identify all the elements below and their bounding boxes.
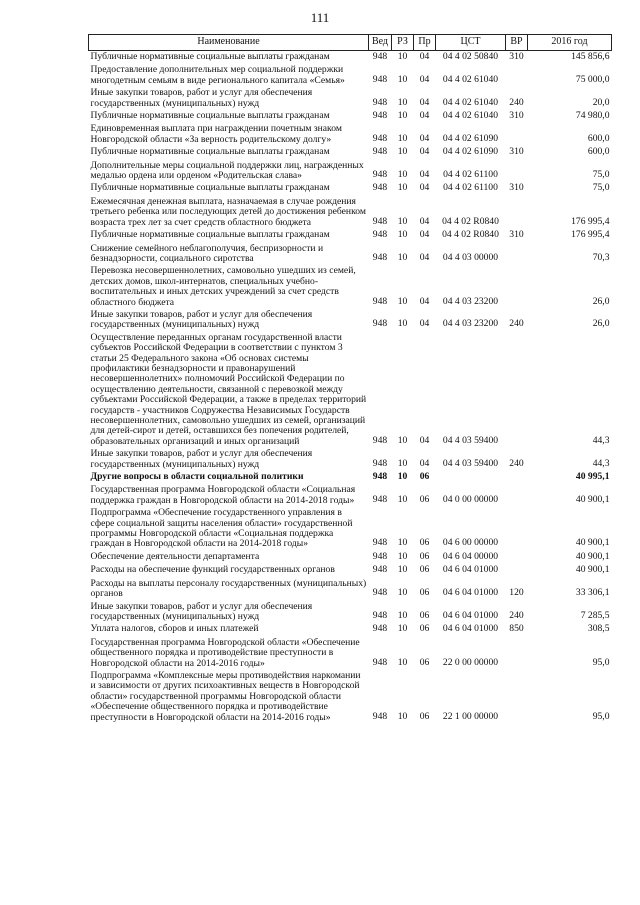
cell-val: 40 900,1 xyxy=(575,564,610,576)
cell-rz: 10 xyxy=(397,295,408,307)
cell-name: Публичные нормативные социальные выплаты гражданам xyxy=(90,182,330,194)
cell-pr: 04 xyxy=(419,169,430,181)
cell-val: 40 900,1 xyxy=(575,493,610,505)
cell-ved: 948 xyxy=(372,656,388,668)
cell-pr: 04 xyxy=(419,182,430,194)
cell-val: 600,0 xyxy=(587,132,610,144)
cell-cst: 04 6 04 01000 xyxy=(442,609,499,621)
cell-vr: 310 xyxy=(509,110,524,122)
cell-name: Другие вопросы в области социальной политики xyxy=(90,471,304,483)
cell-name: Публичные нормативные социальные выплаты гражданам xyxy=(90,229,330,241)
cell-ved: 948 xyxy=(372,229,388,241)
cell-name: Государственная программа Новгородской области «Обеспечение общественного порядка и противодействие преступности в Новгородской области на 2014-2016 годы» xyxy=(90,636,360,669)
cell-vr xyxy=(506,484,528,507)
table-row xyxy=(89,601,612,624)
cell-vr xyxy=(506,160,528,183)
table-header xyxy=(89,35,612,51)
table-row xyxy=(89,332,612,448)
cell-cst: 22 1 00 00000 xyxy=(442,710,499,722)
cell-vr: 310 xyxy=(509,51,524,62)
cell-cst: 04 4 02 61090 xyxy=(442,132,499,144)
cell-pr: 06 xyxy=(419,550,430,562)
cell-name: Дополнительные меры социальной поддержки лиц, награжденных медалью ордена или орденом «Родительская слава» xyxy=(90,159,364,182)
cell-cst: 04 4 03 59400 xyxy=(442,434,499,446)
table-row xyxy=(89,507,612,551)
cell-vr xyxy=(506,551,528,564)
cell-cst: 04 4 03 23200 xyxy=(442,318,499,330)
cell-pr: 06 xyxy=(419,471,430,483)
cell-val: 33 306,1 xyxy=(575,587,610,599)
cell-name: Подпрограмма «Обеспечение государственного управления в сфере социальной защиты населения области» государственной программы Новгородской области «Социальная поддержка граждан в Новгородской области на 2014-2018 годы» xyxy=(90,507,353,550)
cell-pr: 06 xyxy=(419,710,430,722)
cell-pr: 06 xyxy=(419,493,430,505)
cell-rz: 10 xyxy=(397,73,408,85)
cell-cst: 04 6 04 01000 xyxy=(442,623,499,635)
table-row xyxy=(89,309,612,332)
cell-name: Иные закупки товаров, работ и услуг для обеспечения государственных (муниципальных) нужд xyxy=(90,448,313,470)
cell-ved: 948 xyxy=(372,169,388,181)
cell-ved: 948 xyxy=(372,537,388,549)
cell-ved: 948 xyxy=(372,471,388,483)
cell-name: Обеспечение деятельности департамента xyxy=(90,550,260,562)
cell-name: Расходы на обеспечение функций государственных органов xyxy=(90,564,335,576)
table-row xyxy=(89,182,612,195)
cell-pr: 04 xyxy=(419,434,430,446)
cell-pr: 06 xyxy=(419,587,430,599)
cell-pr: 04 xyxy=(419,51,430,62)
cell-name: Подпрограмма «Комплексные меры противодействия наркомании и зависимости от других психоактивных веществ в Новгородской области» государственной программы Новгородской области «Обеспечение общественного порядка и противодействие преступности в Новгородской области на 2014-2016 годы» xyxy=(90,669,361,723)
cell-name: Перевозка несовершеннолетних, самовольно ушедших из семей, детских домов, школ-интернатов, специальных учебно-воспитательных и иных детских учреждений за счет средств областного бюджета xyxy=(90,265,356,308)
table-row xyxy=(89,196,612,229)
cell-ved: 948 xyxy=(372,146,388,158)
table-row xyxy=(89,229,612,242)
cell-ved: 948 xyxy=(372,623,388,635)
cell-val: 26,0 xyxy=(592,318,610,330)
cell-rz: 10 xyxy=(397,537,408,549)
cell-pr: 06 xyxy=(419,609,430,621)
table-row xyxy=(89,637,612,670)
cell-rz: 10 xyxy=(397,146,408,158)
cell-val: 40 900,1 xyxy=(575,550,610,562)
header-name: Наименование xyxy=(89,35,369,51)
cell-vr xyxy=(506,471,528,484)
cell-vr: 310 xyxy=(509,229,524,241)
cell-vr: 240 xyxy=(509,318,524,330)
table-row xyxy=(89,243,612,266)
table-row xyxy=(89,160,612,183)
cell-val: 95,0 xyxy=(592,656,610,668)
cell-ved: 948 xyxy=(372,110,388,122)
cell-cst: 04 4 02 61090 xyxy=(442,146,499,158)
cell-rz: 10 xyxy=(397,656,408,668)
table-body xyxy=(89,51,612,724)
cell-pr: 04 xyxy=(419,96,430,108)
cell-rz: 10 xyxy=(397,169,408,181)
cell-ved: 948 xyxy=(372,434,388,446)
cell-pr: 04 xyxy=(419,295,430,307)
cell-cst xyxy=(436,471,506,484)
table-row xyxy=(89,448,612,471)
cell-vr: 240 xyxy=(509,609,524,621)
cell-val: 74 980,0 xyxy=(575,110,610,122)
cell-rz: 10 xyxy=(397,51,408,62)
cell-val: 75 000,0 xyxy=(575,73,610,85)
cell-cst: 04 4 02 50840 xyxy=(442,51,499,62)
table-row xyxy=(89,551,612,564)
header-ved: Вед xyxy=(369,35,392,51)
cell-pr: 04 xyxy=(419,215,430,227)
cell-val: 26,0 xyxy=(592,295,610,307)
cell-ved: 948 xyxy=(372,182,388,194)
table-row xyxy=(89,265,612,309)
cell-val: 44,3 xyxy=(592,457,610,469)
cell-val: 145 856,6 xyxy=(571,51,610,62)
cell-vr xyxy=(506,196,528,229)
cell-rz: 10 xyxy=(397,623,408,635)
cell-val: 75,0 xyxy=(592,169,610,181)
cell-cst: 04 4 02 R0840 xyxy=(442,229,499,241)
cell-rz: 10 xyxy=(397,564,408,576)
cell-cst: 04 4 03 23200 xyxy=(442,295,499,307)
cell-cst: 04 6 04 00000 xyxy=(442,550,499,562)
table-row xyxy=(89,484,612,507)
cell-name: Публичные нормативные социальные выплаты гражданам xyxy=(90,51,330,62)
cell-rz: 10 xyxy=(397,110,408,122)
cell-vr xyxy=(506,265,528,309)
cell-name: Предоставление дополнительных мер социальной поддержки многодетным семьям в виде регионального капитала «Семья» xyxy=(90,64,345,86)
cell-name: Единовременная выплата при награждении почетным знаком Новгородской области «За верность родительскому долгу» xyxy=(90,123,342,145)
cell-vr: 240 xyxy=(509,457,524,469)
cell-val: 95,0 xyxy=(592,710,610,722)
cell-pr: 06 xyxy=(419,564,430,576)
cell-cst: 04 4 03 59400 xyxy=(442,457,499,469)
table-row xyxy=(89,670,612,724)
table-row xyxy=(89,64,612,87)
cell-name: Иные закупки товаров, работ и услуг для обеспечения государственных (муниципальных) нужд xyxy=(90,600,313,622)
cell-rz: 10 xyxy=(397,318,408,330)
cell-val: 70,3 xyxy=(592,251,610,263)
cell-vr xyxy=(506,243,528,266)
table-row xyxy=(89,146,612,159)
cell-val: 75,0 xyxy=(592,182,610,194)
cell-cst: 04 4 02 61040 xyxy=(442,96,499,108)
cell-rz: 10 xyxy=(397,229,408,241)
cell-vr xyxy=(506,637,528,670)
cell-val: 7 285,5 xyxy=(580,609,610,621)
cell-name: Публичные нормативные социальные выплаты гражданам xyxy=(90,146,330,158)
cell-rz: 10 xyxy=(397,710,408,722)
cell-val: 308,5 xyxy=(587,623,610,635)
cell-val: 600,0 xyxy=(587,146,610,158)
cell-cst: 04 4 02 61100 xyxy=(443,169,498,181)
cell-cst: 04 4 02 61040 xyxy=(442,73,499,85)
cell-ved: 948 xyxy=(372,132,388,144)
cell-rz: 10 xyxy=(397,609,408,621)
cell-pr: 04 xyxy=(419,132,430,144)
cell-cst: 04 6 04 01000 xyxy=(442,564,499,576)
budget-table xyxy=(88,34,612,724)
cell-ved: 948 xyxy=(372,251,388,263)
cell-rz: 10 xyxy=(397,182,408,194)
page-number: 111 xyxy=(310,10,330,25)
cell-vr xyxy=(506,507,528,551)
cell-cst: 04 4 02 61100 xyxy=(443,182,498,194)
cell-pr: 04 xyxy=(419,73,430,85)
cell-rz: 10 xyxy=(397,132,408,144)
cell-ved: 948 xyxy=(372,73,388,85)
cell-ved: 948 xyxy=(372,564,388,576)
cell-ved: 948 xyxy=(372,318,388,330)
cell-ved: 948 xyxy=(372,96,388,108)
cell-vr: 240 xyxy=(509,96,524,108)
cell-name: Иные закупки товаров, работ и услуг для обеспечения государственных (муниципальных) нужд xyxy=(90,87,313,109)
cell-name: Расходы на выплаты персоналу государственных (муниципальных) органов xyxy=(90,577,367,600)
cell-ved: 948 xyxy=(372,295,388,307)
cell-pr: 04 xyxy=(419,229,430,241)
cell-pr: 06 xyxy=(419,623,430,635)
cell-vr xyxy=(506,332,528,448)
cell-pr: 04 xyxy=(419,251,430,263)
cell-vr: 120 xyxy=(509,587,524,599)
cell-val: 40 900,1 xyxy=(575,537,610,549)
cell-pr: 06 xyxy=(419,656,430,668)
cell-name: Публичные нормативные социальные выплаты гражданам xyxy=(90,110,330,122)
table-row xyxy=(89,110,612,123)
cell-vr xyxy=(506,123,528,146)
cell-cst: 04 6 00 00000 xyxy=(442,537,499,549)
cell-rz: 10 xyxy=(397,215,408,227)
cell-name: Государственная программа Новгородской области «Социальная поддержка граждан в Новгородской области на 2014-2018 годы» xyxy=(90,484,356,506)
cell-ved: 948 xyxy=(372,609,388,621)
cell-cst: 22 0 00 00000 xyxy=(442,656,499,668)
cell-val: 20,0 xyxy=(592,96,610,108)
cell-pr: 04 xyxy=(419,146,430,158)
cell-name: Снижение семейного неблагополучия, беспризорности и безнадзорности, социального сиротства xyxy=(90,242,324,264)
cell-rz: 10 xyxy=(397,493,408,505)
header-vr: ВР xyxy=(506,35,528,51)
header-pr: Пр xyxy=(414,35,436,51)
table-row xyxy=(89,564,612,577)
cell-vr: 310 xyxy=(509,146,524,158)
cell-cst: 04 6 04 01000 xyxy=(442,587,499,599)
cell-name: Ежемесячная денежная выплата, назначаемая в случае рождения третьего ребенка или последующих детей до достижения ребенком возраста трех лет за счет средств областного бюджета xyxy=(90,195,366,228)
cell-ved: 948 xyxy=(372,587,388,599)
cell-name: Уплата налогов, сборов и иных платежей xyxy=(90,623,259,635)
cell-rz: 10 xyxy=(397,434,408,446)
cell-pr: 04 xyxy=(419,318,430,330)
cell-vr: 850 xyxy=(509,623,524,635)
table-row xyxy=(89,87,612,110)
cell-ved: 948 xyxy=(372,51,388,62)
cell-name: Иные закупки товаров, работ и услуг для обеспечения государственных (муниципальных) нужд xyxy=(90,308,313,331)
cell-pr: 04 xyxy=(419,457,430,469)
cell-rz: 10 xyxy=(397,471,408,483)
cell-val: 44,3 xyxy=(592,434,610,446)
table-row xyxy=(89,123,612,146)
cell-cst: 04 4 02 61040 xyxy=(442,110,499,122)
cell-vr xyxy=(506,564,528,577)
header-year: 2016 год xyxy=(528,35,612,51)
cell-cst: 04 0 00 00000 xyxy=(442,493,499,505)
cell-vr xyxy=(506,670,528,724)
cell-val: 176 995,4 xyxy=(571,215,610,227)
cell-vr: 310 xyxy=(509,182,524,194)
cell-name: Осуществление переданных органам государственной власти субъектов Российской Федерации в соответствии с пунктом 3 статьи 25 Федерального закона «Об основах системы профилактики безнадзорности и правонарушений несовершеннолетних» полномочий Российской Федерации по осуществлению деятельности, связанной с перевозкой между субъектами Российской Федерации, а также в пределах территорий государств - участников Содружества Независимых Государств несовершеннолетних, самовольно ушедших из семей, организаций для детей-сирот и детей, оставшихся без попечения родителей, образовательных организаций и иных организаций xyxy=(90,331,367,447)
cell-pr: 06 xyxy=(419,537,430,549)
cell-val: 40 995,1 xyxy=(575,471,610,483)
cell-cst: 04 4 02 R0840 xyxy=(442,215,499,227)
cell-ved: 948 xyxy=(372,457,388,469)
header-rz: РЗ xyxy=(392,35,414,51)
table-row xyxy=(89,578,612,601)
cell-ved: 948 xyxy=(372,493,388,505)
cell-vr xyxy=(506,64,528,87)
cell-ved: 948 xyxy=(372,215,388,227)
cell-ved: 948 xyxy=(372,710,388,722)
table-row xyxy=(89,471,612,484)
cell-rz: 10 xyxy=(397,550,408,562)
cell-pr: 04 xyxy=(419,110,430,122)
cell-ved: 948 xyxy=(372,550,388,562)
table-row xyxy=(89,51,612,65)
cell-val: 176 995,4 xyxy=(571,229,610,241)
cell-rz: 10 xyxy=(397,96,408,108)
cell-rz: 10 xyxy=(397,587,408,599)
table-row xyxy=(89,623,612,636)
header-cst: ЦСТ xyxy=(436,35,506,51)
cell-rz: 10 xyxy=(397,457,408,469)
cell-cst: 04 4 03 00000 xyxy=(442,251,499,263)
cell-rz: 10 xyxy=(397,251,408,263)
